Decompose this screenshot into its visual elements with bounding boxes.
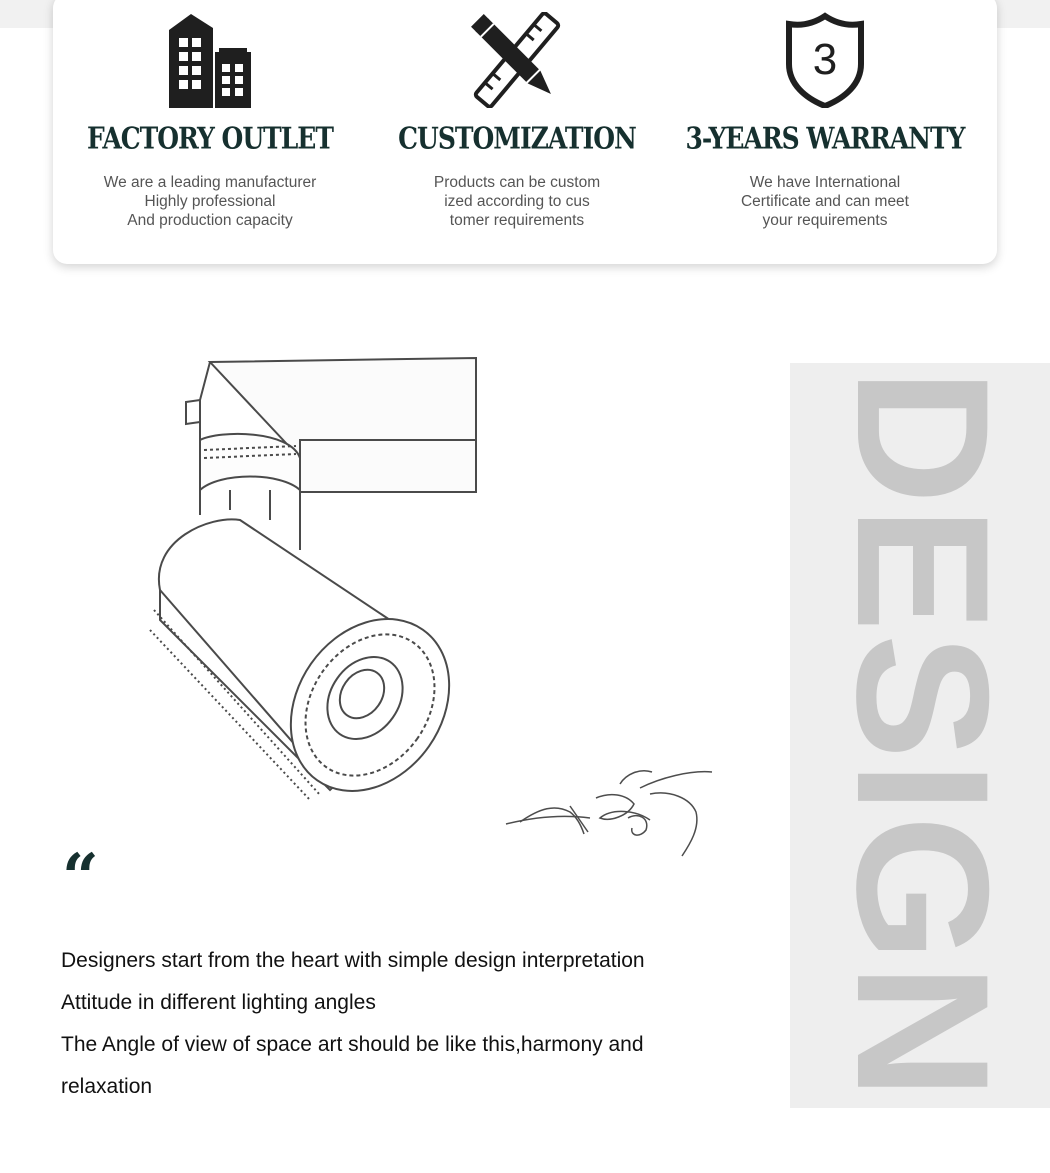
feature-description: Products can be custom ized according to cus tomer requirements	[433, 174, 601, 229]
factory-buildings-icon	[60, 12, 360, 108]
quote-line: relaxation	[61, 1075, 153, 1098]
design-quote	[61, 940, 751, 1108]
pencil-ruler-icon	[367, 12, 667, 108]
design-vertical-word: DESIGN	[818, 368, 1028, 1102]
quote-mark: “	[62, 840, 99, 915]
shield-warranty-icon	[675, 12, 975, 108]
feature-description: We have International Certificate and can meet your requirements	[740, 174, 909, 229]
feature-title: CUSTOMIZATION	[398, 121, 636, 156]
design-side-panel	[790, 363, 1050, 1108]
features-card	[53, 0, 997, 264]
warranty-badge-number: 3	[812, 35, 838, 84]
feature-title: 3-YEARS WARRANTY	[685, 121, 965, 156]
feature-title: FACTORY OUTLET	[87, 121, 333, 156]
quote-line: Attitude in different lighting angles	[61, 991, 376, 1014]
quote-line: The Angle of view of space art should be like this,harmony and	[61, 1033, 644, 1056]
quote-line: Designers start from the heart with simple design interpretation	[61, 949, 645, 972]
track-light-sketch-image	[130, 340, 490, 810]
feature-description: We are a leading manufacturer Highly professional And production capacity	[103, 174, 317, 229]
designer-signature-image	[500, 748, 720, 858]
